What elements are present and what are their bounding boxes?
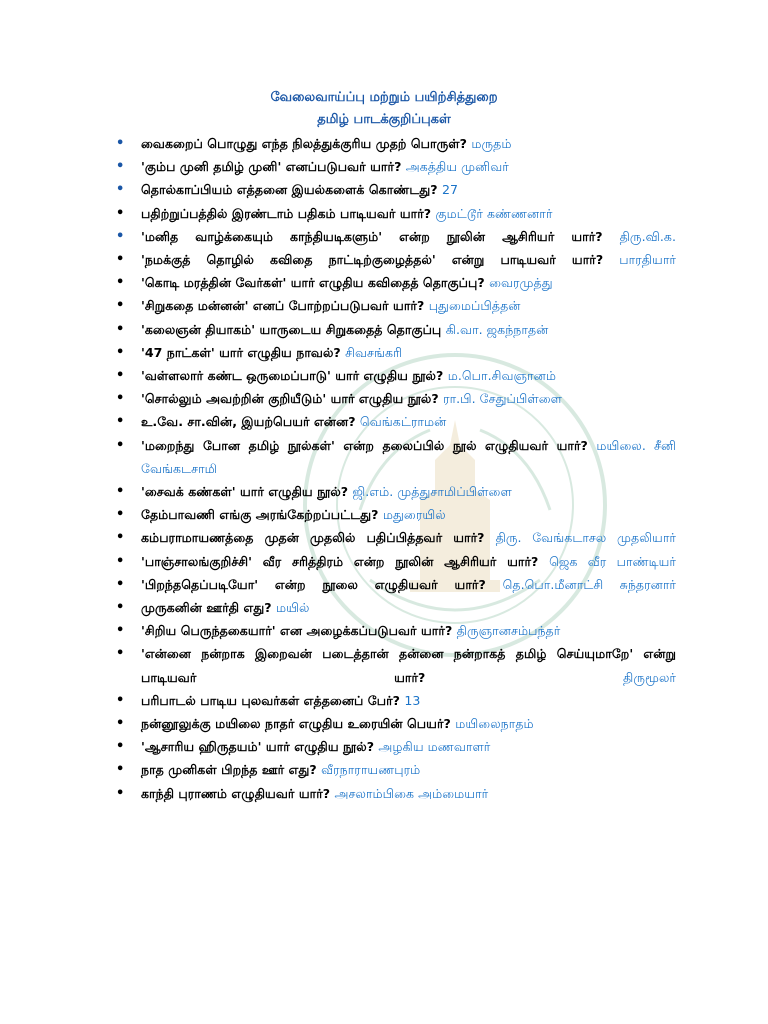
list-item bbox=[116, 689, 676, 712]
bullet-icon: • bbox=[116, 507, 125, 523]
answer-text: மருதம் bbox=[471, 136, 512, 151]
bullet-icon: • bbox=[116, 739, 125, 755]
bullet-icon: • bbox=[116, 252, 125, 268]
list-item bbox=[116, 225, 676, 248]
answer-text: திருஞானசம்பந்தர் bbox=[456, 623, 561, 639]
document-title: தமிழ் பாடக்குறிப்புகள் bbox=[317, 112, 451, 127]
bullet-icon: • bbox=[116, 298, 125, 314]
bullet-icon: • bbox=[116, 646, 125, 662]
bullet-icon: • bbox=[116, 136, 125, 151]
question-text: 'என்னை நன்றாக இறைவன் படைத்தான் தன்னை நன்றாகத் தமிழ் செய்யுமாறே' என்று பாடியவர் யார்? bbox=[141, 646, 676, 685]
answer-text: ம.பொ.சிவஞானம் bbox=[447, 368, 556, 384]
bullet-icon: • bbox=[116, 437, 125, 453]
question-text: காந்தி புராணம் எழுதியவர் யார்? bbox=[141, 785, 331, 801]
answer-text: வெங்கட்ராமன் bbox=[359, 414, 447, 430]
question-text: 'கலைஞன் தியாகம்' யாருடைய சிறுகதைத் தொகுப்பு bbox=[141, 321, 442, 337]
bullet-icon: • bbox=[116, 182, 125, 198]
list-item bbox=[116, 341, 676, 364]
question-text: கம்பராமாயணத்தை முதன் முதலில் பதிப்பித்தவர் யார்? bbox=[141, 530, 485, 546]
answer-text: ஜி.எம். முத்துசாமிப்பிள்ளை bbox=[352, 484, 512, 500]
question-text: 'பிறந்ததெப்படியோ' என்ற நூலை எழுதியவர் யார்? bbox=[141, 576, 486, 592]
answer-text: பாரதியார் bbox=[619, 252, 677, 268]
question-text: நன்னூலுக்கு மயிலை நாதர் எழுதிய உரையின் பெயர்? bbox=[141, 716, 451, 732]
answer-text: மயிலைநாதம் bbox=[455, 716, 534, 732]
list-item bbox=[116, 387, 676, 410]
question-text: 'கும்ப முனி தமிழ் முனி' எனப்படுபவர் யார்? bbox=[141, 159, 402, 175]
question-text: 'வள்ளலார் கண்ட ஒருமைப்பாடு' யார் எழுதிய நூல்? bbox=[141, 368, 444, 384]
answer-text: புதுமைப்பித்தன் bbox=[428, 298, 521, 314]
question-text: உ.வே. சா.வின், இயற்பெயர் என்ன? bbox=[141, 414, 356, 430]
answer-text: கி.வா. ஜகந்நாதன் bbox=[445, 321, 549, 337]
bullet-icon: • bbox=[116, 344, 125, 360]
answer-text: ரா.பி. சேதுப்பிள்ளை bbox=[443, 391, 562, 407]
answer-text: மதுரையில் bbox=[382, 507, 446, 523]
bullet-icon: • bbox=[116, 600, 125, 616]
list-item bbox=[116, 550, 676, 573]
list-item bbox=[116, 364, 676, 387]
bullet-icon: • bbox=[116, 414, 125, 430]
list-item bbox=[116, 735, 676, 758]
question-text: 'சிறிய பெருந்தகையார்' என அழைக்கப்படுபவர் யார்? bbox=[141, 623, 453, 639]
list-item bbox=[116, 318, 676, 341]
bullet-icon: • bbox=[116, 391, 125, 407]
question-text: 'சிறுகதை மன்னன்' எனப் போற்றப்படுபவர் யார்? bbox=[141, 298, 425, 314]
answer-text: மயில் bbox=[275, 600, 310, 616]
answer-text: திரு. வேங்கடாசல முதலியார் bbox=[495, 530, 677, 546]
list-item bbox=[116, 132, 676, 155]
list-item bbox=[116, 758, 676, 781]
list-item bbox=[116, 503, 676, 526]
bullet-icon: • bbox=[116, 576, 125, 592]
bullet-icon: • bbox=[116, 623, 125, 639]
question-text: வைகறைப் பொழுது எந்த நிலத்துக்குரிய முதற் பொருள்? bbox=[141, 136, 467, 151]
list-item bbox=[116, 596, 676, 619]
bullet-icon: • bbox=[116, 321, 125, 337]
answer-text: குமட்டூர் கண்ணனார் bbox=[435, 205, 553, 221]
list-item bbox=[116, 248, 676, 271]
list-item bbox=[116, 573, 676, 596]
bullet-icon: • bbox=[116, 484, 125, 500]
list-item bbox=[116, 642, 676, 688]
question-text: 'ஆசாரிய ஹிருதயம்' யார் எழுதிய நூல்? bbox=[141, 739, 375, 755]
answer-text: 27 bbox=[441, 182, 459, 198]
bullet-icon: • bbox=[116, 785, 125, 801]
bullet-icon: • bbox=[116, 762, 125, 778]
bullet-icon: • bbox=[116, 275, 125, 291]
answer-text: அகத்திய முனிவர் bbox=[405, 159, 509, 175]
list-item bbox=[116, 782, 676, 805]
answer-text: 13 bbox=[404, 692, 421, 708]
question-text: 'நமக்குத் தொழில் கவிதை நாட்டிற்குழைத்தல்' என்று பாடியவர் யார்? bbox=[141, 252, 604, 268]
bullet-icon: • bbox=[116, 716, 125, 732]
answer-text: திருமூலர் bbox=[623, 669, 676, 685]
answer-text: தெ.பொ.மீனாட்சி சுந்தரனார் bbox=[502, 576, 676, 592]
list-item bbox=[116, 202, 676, 225]
answer-text: மயிலை. சீனி வேங்கடசாமி bbox=[141, 437, 677, 476]
bullet-icon: • bbox=[116, 692, 125, 708]
list-item bbox=[116, 526, 676, 549]
bullet-icon: • bbox=[116, 553, 125, 569]
list-item bbox=[116, 480, 676, 503]
question-text: முருகனின் ஊர்தி எது? bbox=[141, 600, 272, 616]
bullet-icon: • bbox=[116, 368, 125, 384]
bullet-icon: • bbox=[116, 228, 125, 244]
answer-text: சிவசங்கரி bbox=[345, 344, 403, 360]
list-item bbox=[116, 410, 676, 433]
list-item bbox=[116, 178, 676, 201]
bullet-icon: • bbox=[116, 205, 125, 221]
answer-text: திரு.வி.க. bbox=[619, 228, 676, 244]
page-header bbox=[0, 87, 768, 131]
question-text: நாத முனிகள் பிறந்த ஊர் எது? bbox=[141, 762, 317, 778]
list-item bbox=[116, 434, 676, 480]
list-item bbox=[116, 155, 676, 178]
question-text: பரிபாடல் பாடிய புலவர்கள் எத்தனைப் பேர்? bbox=[141, 692, 400, 708]
question-text: தொல்காப்பியம் எத்தனை இயல்களைக் கொண்டது? bbox=[141, 182, 438, 198]
bullet-icon: • bbox=[116, 159, 125, 175]
answer-text: வீரநாராயணபுரம் bbox=[321, 762, 421, 778]
answer-text: அழகிய மணவாளர் bbox=[378, 739, 491, 755]
list-item bbox=[116, 294, 676, 317]
question-text: 'பாஞ்சாலங்குறிச்சி' வீர சரித்திரம் என்ற நூலின் ஆசிரியர் யார்? bbox=[141, 553, 539, 569]
question-text: பதிற்றுப்பத்தில் இரண்டாம் பதிகம் பாடியவர் யார்? bbox=[141, 205, 432, 221]
question-answer-list bbox=[116, 132, 676, 805]
question-text: 'சைவக் கண்கள்' யார் எழுதிய நூல்? bbox=[141, 484, 349, 500]
answer-text: வைரமுத்து bbox=[489, 275, 553, 291]
question-text: தேம்பாவணி எங்கு அரங்கேற்றப்பட்டது? bbox=[141, 507, 379, 523]
question-text: 'மனித வாழ்க்கையும் காந்தியடிகளும்' என்ற நூலின் ஆசிரியர் யார்? bbox=[141, 228, 603, 244]
bullet-icon: • bbox=[116, 530, 125, 546]
answer-text: அசலாம்பிகை அம்மையார் bbox=[334, 785, 489, 801]
list-item bbox=[116, 619, 676, 642]
list-item bbox=[116, 271, 676, 294]
question-text: '47 நாட்கள்' யார் எழுதிய நாவல்? bbox=[141, 344, 341, 360]
question-text: 'மறைந்து போன தமிழ் நூல்கள்' என்ற தலைப்பில் நூல் எழுதியவர் யார்? bbox=[141, 437, 588, 453]
question-text: 'சொல்லும் அவற்றின் குறியீடும்' யார் எழுதிய நூல்? bbox=[141, 391, 439, 407]
answer-text: ஜெக வீர பாண்டியர் bbox=[549, 553, 676, 569]
list-item bbox=[116, 712, 676, 735]
department-title: வேலைவாய்ப்பு மற்றும் பயிற்சித்துறை bbox=[270, 90, 498, 105]
question-text: 'கொடி மரத்தின் வேர்கள்' யார் எழுதிய கவிதைத் தொகுப்பு? bbox=[141, 275, 485, 291]
